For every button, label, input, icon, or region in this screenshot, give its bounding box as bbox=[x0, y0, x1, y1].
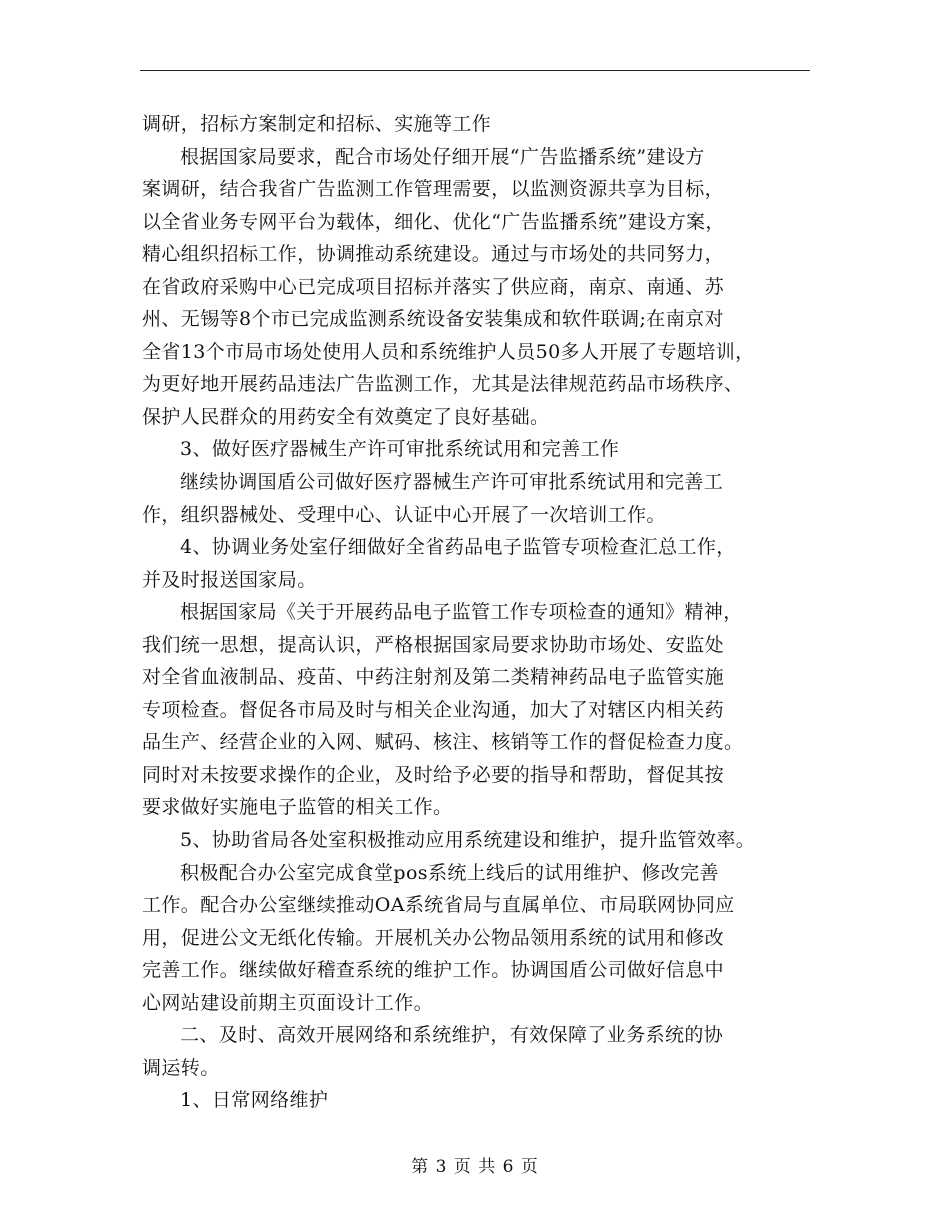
text-line: 调运转。 bbox=[142, 1056, 220, 1079]
text-line: 作，组织器械处、受理中心、认证中心开展了一次培训工作。 bbox=[142, 503, 666, 526]
text-line: 保护人民群众的用药安全有效奠定了良好基础。 bbox=[142, 405, 550, 428]
text-line: 以全省业务专网平台为载体，细化、优化“广告监播系统”建设方案， bbox=[142, 210, 725, 233]
text-line: 1、日常网络维护 bbox=[180, 1089, 329, 1112]
text-line: 要求做好实施电子监管的相关工作。 bbox=[142, 796, 453, 819]
text-line: 并及时报送国家局。 bbox=[142, 568, 317, 591]
text-line: 为更好地开展药品违法广告监测工作，尤其是法律规范药品市场秩序、 bbox=[142, 373, 744, 396]
text-line: 心网站建设前期主页面设计工作。 bbox=[142, 991, 434, 1014]
text-line: 4、协调业务处室仔细做好全省药品电子监管专项检查汇总工作， bbox=[180, 536, 736, 559]
text-line: 3、做好医疗器械生产许可审批系统试用和完善工作 bbox=[180, 438, 620, 461]
text-line: 案调研，结合我省广告监测工作管理需要，以监测资源共享为目标， bbox=[142, 178, 725, 201]
text-line: 5、协助省局各处室积极推动应用系统建设和维护，提升监管效率。 bbox=[180, 829, 756, 852]
header-rule bbox=[140, 70, 810, 71]
text-line: 调研，招标方案制定和招标、实施等工作 bbox=[142, 113, 492, 135]
text-line: 工作。配合办公室继续推动OA系统省局与直属单位、市局联网协同应 bbox=[142, 894, 735, 917]
text-line: 根据国家局《关于开展药品电子监管工作专项检查的通知》精神， bbox=[180, 601, 743, 624]
text-line: 根据国家局要求，配合市场处仔细开展“广告监播系统”建设方 bbox=[180, 145, 705, 168]
document-body bbox=[142, 108, 822, 1117]
text-line: 精心组织招标工作，协调推动系统建设。通过与市场处的共同努力， bbox=[142, 243, 725, 266]
text-line: 专项检查。督促各市局及时与相关企业沟通，加大了对辖区内相关药 bbox=[142, 698, 725, 721]
page-number: 第 3 页 共 6 页 bbox=[411, 1157, 539, 1177]
text-line: 在省政府采购中心已完成项目招标并落实了供应商，南京、南通、苏 bbox=[142, 275, 725, 298]
text-line: 用，促进公文无纸化传输。开展机关办公物品领用系统的试用和修改 bbox=[142, 926, 725, 949]
text-line: 州、无锡等8个市已完成监测系统设备安装集成和软件联调;在南京对 bbox=[142, 308, 724, 331]
text-line: 二、及时、高效开展网络和系统维护，有效保障了业务系统的协 bbox=[180, 1024, 724, 1047]
text-line: 对全省血液制品、疫苗、中药注射剂及第二类精神药品电子监管实施 bbox=[142, 666, 725, 689]
text-line: 全省13个市局市场处使用人员和系统维护人员50多人开展了专题培训， bbox=[142, 340, 755, 363]
text-line: 我们统一思想，提高认识，严格根据国家局要求协助市场处、安监处 bbox=[142, 633, 725, 656]
text-line: 积极配合办公室完成食堂pos系统上线后的试用维护、修改完善 bbox=[180, 861, 719, 884]
text-line: 继续协调国盾公司做好医疗器械生产许可审批系统试用和完善工 bbox=[180, 471, 724, 494]
text-line: 同时对未按要求操作的企业，及时给予必要的指导和帮助，督促其按 bbox=[142, 763, 725, 786]
text-line: 完善工作。继续做好稽查系统的维护工作。协调国盾公司做好信息中 bbox=[142, 959, 725, 982]
text-line: 品生产、经营企业的入网、赋码、核注、核销等工作的督促检查力度。 bbox=[142, 731, 744, 754]
